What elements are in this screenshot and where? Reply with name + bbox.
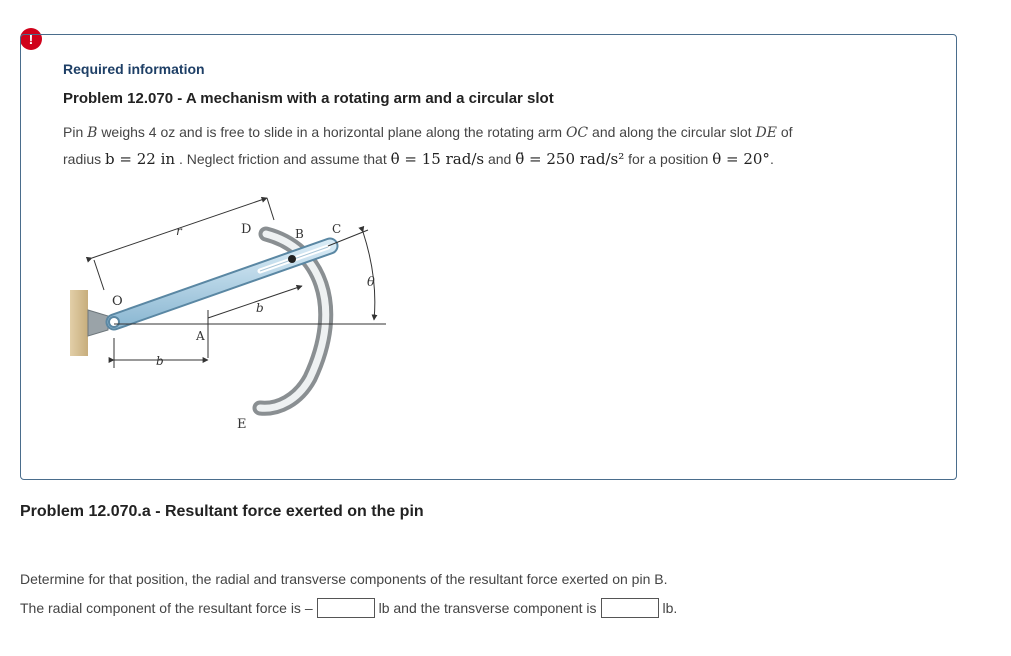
label-r: r	[176, 224, 182, 238]
alert-exclamation-icon: !	[20, 28, 42, 50]
radial-component-input[interactable]	[317, 598, 375, 618]
arm-name: OC	[565, 125, 589, 141]
pivot-bracket	[88, 310, 108, 336]
stmt-text: and along the circular slot	[592, 124, 752, 140]
wall-support	[70, 290, 88, 356]
answer-prefix: The radial component of the resultant force is –	[20, 600, 313, 616]
answer-middle: lb and the transverse component is	[378, 600, 597, 616]
answer-suffix: lb.	[662, 600, 678, 616]
dimension-r-ext	[94, 260, 104, 290]
pivot-o	[109, 317, 119, 327]
angular-acceleration-value: θ̈ = 250 rad/s²	[515, 150, 625, 168]
problem-title: Problem 12.070 - A mechanism with a rotating arm and a circular slot	[63, 90, 554, 107]
stmt-text: weighs 4 oz and is free to slide in a horizontal plane along the rotating arm	[101, 124, 563, 140]
problem-statement	[63, 119, 923, 172]
label-d: D	[241, 222, 252, 237]
label-o: O	[112, 294, 123, 309]
stmt-text: and	[487, 151, 512, 167]
slot-name: DE	[755, 125, 777, 141]
question-text: Determine for that position, the radial and transverse components of the resultant force exerted on pin B.	[20, 571, 668, 587]
pin-b	[288, 255, 296, 263]
label-b: B	[295, 227, 304, 241]
angular-velocity-value: θ̇ = 15 rad/s	[390, 150, 485, 168]
answer-line	[20, 598, 677, 618]
radius-value: b = 22 in	[105, 150, 176, 168]
stmt-text: for a position	[628, 151, 709, 167]
angle-value: θ = 20°	[712, 150, 770, 168]
pin-name: B	[87, 125, 98, 141]
part-title: Problem 12.070.a - Resultant force exerted on the pin	[20, 503, 424, 520]
stmt-text: . Neglect friction and assume that	[178, 151, 387, 167]
label-theta: θ	[367, 275, 375, 290]
stmt-text: radius	[63, 151, 102, 167]
label-c: C	[332, 222, 342, 236]
mechanism-diagram	[48, 178, 398, 443]
label-b-lower: b	[156, 354, 164, 368]
transverse-component-input[interactable]	[601, 598, 659, 618]
mechanism-figure	[48, 178, 398, 448]
dimension-r-ext	[267, 198, 274, 220]
label-e: E	[237, 417, 247, 432]
label-a: A	[196, 329, 205, 343]
stmt-text: .	[769, 151, 774, 167]
stmt-text: of	[780, 124, 793, 140]
label-b-upper: b	[256, 301, 264, 315]
stmt-text: Pin	[63, 124, 84, 140]
required-information-label: Required information	[63, 61, 205, 77]
